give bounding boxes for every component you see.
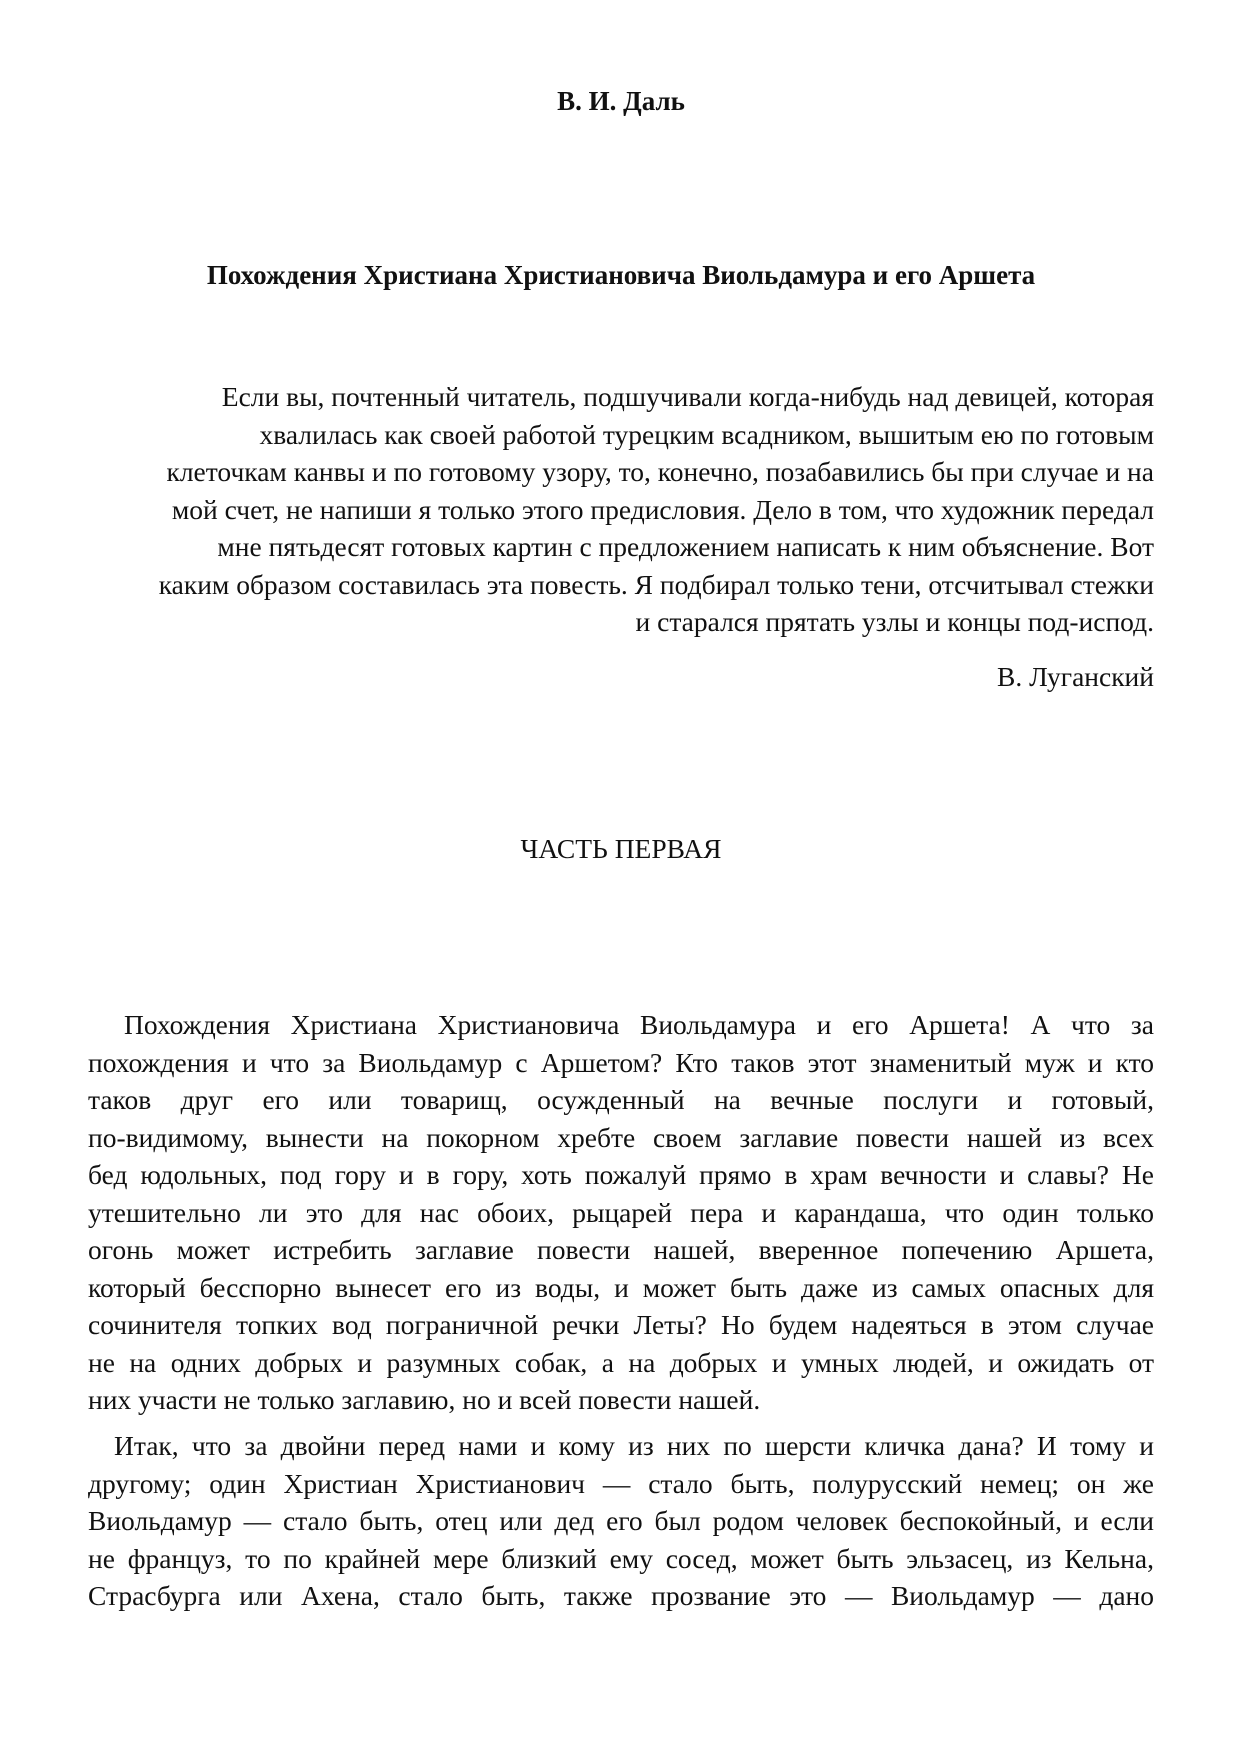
paragraph-line: по-видимому, вынести на покорном хребте своем заглавие повести нашей из всех [88, 1121, 1154, 1153]
preface [88, 378, 1154, 641]
paragraph-line: огонь может истребить заглавие повести нашей, вверенное попечению Аршета, [88, 1234, 1154, 1265]
part-heading: ЧАСТЬ ПЕРВАЯ [520, 833, 722, 864]
paragraph-line: не на одних добрых и разумных собак, а на добрых и умных людей, и ожидать от [88, 1346, 1154, 1378]
preface-line: клеточкам канвы и по готовому узору, то, конечно, позабавились бы при случае и на [166, 456, 1154, 487]
paragraph-line: который бесспорно вынесет его из воды, и может быть даже из самых опасных для [88, 1271, 1154, 1303]
paragraph-line: Страсбурга или Ахена, стало быть, также прозвание это — Виольдамур — дано [88, 1580, 1154, 1611]
preface-line: Если вы, почтенный читатель, подшучивали когда-нибудь над девицей, которая [221, 381, 1154, 412]
preface-line: мне пятьдесят готовых картин с предложением написать к ним объяснение. Вот [217, 531, 1154, 562]
preface-line: каким образом составилась эта повесть. Я подбирал только тени, отсчитывал стежки [158, 568, 1154, 600]
paragraph-line: не француз, то по крайней мере близкий ему сосед, может быть эльзасец, из Кельна, [88, 1542, 1154, 1574]
paragraph-line: сочинителя топких вод пограничной речки Леты? Но будем надеяться в этом случае [88, 1309, 1154, 1340]
preface-line: хвалилась как своей работой турецким всадником, вышитым ею по готовым [259, 418, 1154, 450]
paragraph-line: Похождения Христиана Христиановича Виольдамура и его Аршета! А что за [124, 1009, 1154, 1040]
paragraph-line: другому; один Христиан Христианович — стало быть, полурусский немец; он же [88, 1467, 1154, 1499]
paragraph-1 [88, 1006, 1154, 1419]
paragraph-line: них участи не только заглавию, но и всей повести нашей. [88, 1384, 761, 1415]
paragraph-line: Итак, что за двойни перед нами и кому из них по шерсти кличка дана? И тому и [114, 1430, 1154, 1461]
paragraph-line: утешительно ли это для нас обоих, рыцарей пера и карандаша, что один только [88, 1196, 1154, 1228]
paragraph-line: похождения и что за Виольдамур с Аршетом? Кто таков этот знаменитый муж и кто [88, 1046, 1154, 1078]
preface-signature: В. Луганский [996, 661, 1154, 692]
preface-line: мой счет, не напиши я только этого предисловия. Дело в том, что художник передал [171, 493, 1154, 525]
book-title: Похождения Христиана Христиановича Виольдамура и его Аршета [206, 260, 1036, 290]
paragraph-line: таков друг его или товарищ, осужденный на вечные послуги и готовый, [88, 1084, 1154, 1115]
author-name: В. И. Даль [557, 86, 685, 116]
paragraph-line: бед юдольных, под гору и в гору, хоть пожалуй прямо в храм вечности и славы? Не [88, 1159, 1154, 1190]
preface-line: и старался прятать узлы и концы под-испод. [635, 606, 1154, 637]
paragraph-line: Виольдамур — стало быть, отец или дед его был родом человек беспокойный, и если [88, 1505, 1154, 1536]
paragraph-2 [88, 1427, 1154, 1615]
